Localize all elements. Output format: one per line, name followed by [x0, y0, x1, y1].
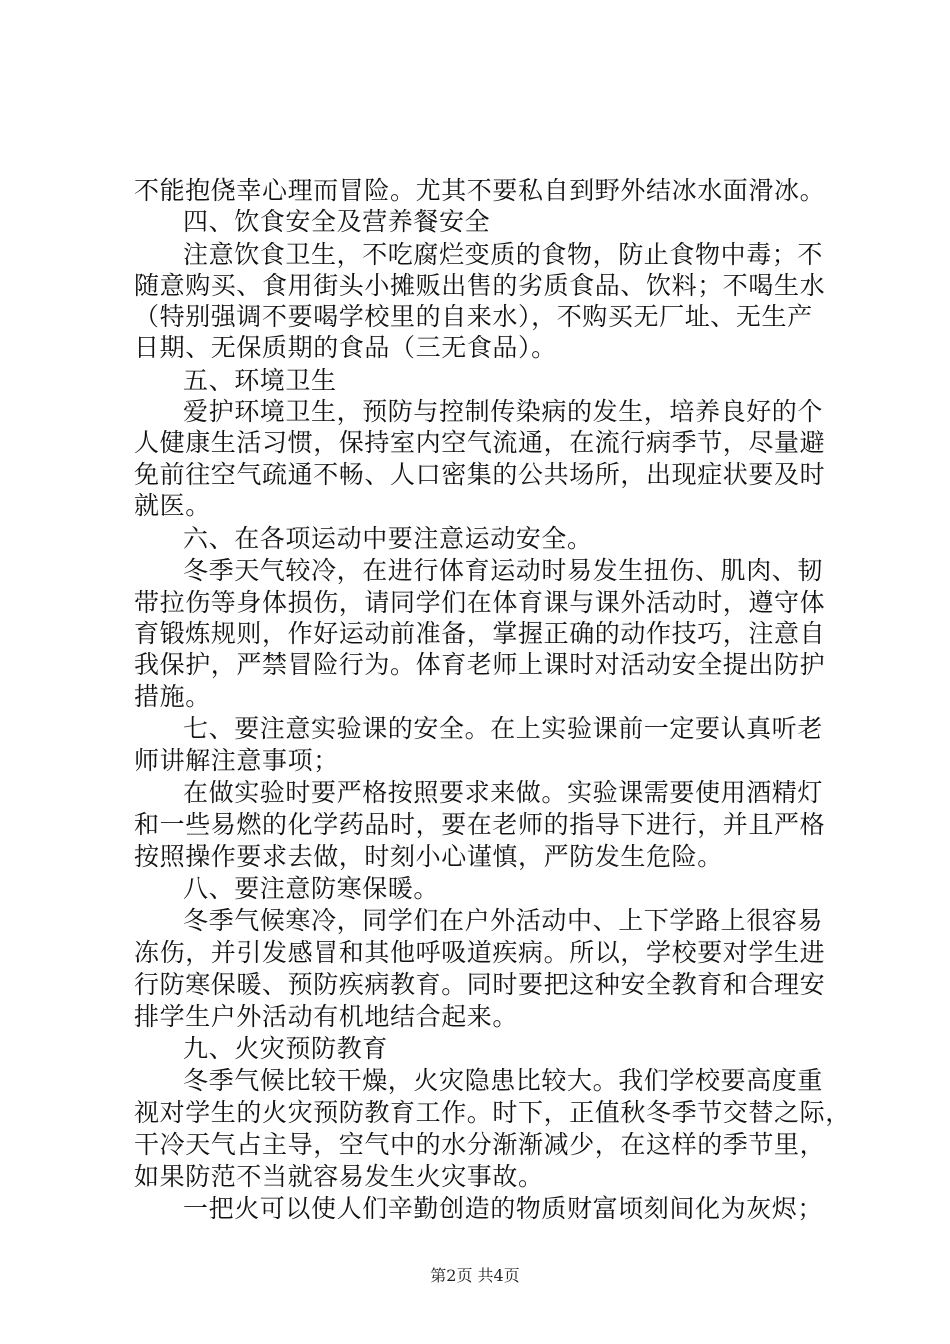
text-line: 在做实验时要严格按照要求来做。实验课需要使用酒精灯 — [183, 778, 824, 807]
text-line: 冬季气候寒冷，同学们在户外活动中、上下学路上很容易 — [183, 906, 824, 935]
text-line: 育锻炼规则，作好运动前准备，掌握正确的动作技巧，注意自 — [134, 619, 826, 648]
text-line: 我保护，严禁冒险行为。体育老师上课时对活动安全提出防护 — [134, 650, 826, 679]
text-line: 干冷天气占主导，空气中的水分渐渐减少，在这样的季节里， — [134, 1130, 826, 1159]
text-line: 带拉伤等身体损伤，请同学们在体育课与课外活动时，遵守体 — [134, 588, 826, 617]
text-line: 免前往空气疏通不畅、人口密集的公共场所，出现症状要及时 — [134, 460, 826, 489]
text-line: 冻伤，并引发感冒和其他呼吸道疾病。所以，学校要对学生进 — [134, 938, 826, 967]
text-line: 视对学生的火灾预防教育工作。时下，正值秋冬季节交替之际， — [134, 1098, 851, 1127]
text-line: 措施。 — [134, 682, 211, 711]
text-line: 排学生户外活动有机地结合起来。 — [134, 1002, 519, 1031]
text-line: 六、在各项运动中要注意运动安全。 — [183, 524, 593, 553]
text-line: 冬季气候比较干燥，火灾隐患比较大。我们学校要高度重 — [183, 1066, 824, 1095]
text-line: （特别强调不要喝学校里的自来水），不购买无厂址、无生产 — [134, 302, 813, 331]
text-line: 日期、无保质期的食品（三无食品）。 — [134, 333, 557, 362]
text-line: 一把火可以使人们辛勤创造的物质财富顷刻间化为灰烬； — [183, 1194, 824, 1223]
text-line: 就医。 — [134, 491, 211, 520]
text-line: 四、饮食安全及营养餐安全 — [183, 207, 491, 236]
text-line: 和一些易燃的化学药品时，要在老师的指导下进行，并且严格 — [134, 810, 826, 839]
text-line: 七、要注意实验课的安全。在上实验课前一定要认真听老 — [183, 714, 824, 743]
text-line: 如果防范不当就容易发生火灾事故。 — [134, 1162, 544, 1191]
text-line: 九、火灾预防教育 — [183, 1034, 388, 1063]
text-line: 爱护环境卫生，预防与控制传染病的发生，培养良好的个 — [183, 397, 824, 426]
text-line: 随意购买、食用街头小摊贩出售的劣质食品、饮料；不喝生水 — [134, 271, 826, 300]
text-line: 不能抱侥幸心理而冒险。尤其不要私自到野外结冰水面滑冰。 — [134, 176, 826, 205]
text-line: 五、环境卫生 — [183, 366, 337, 395]
page-footer: 第2页 共4页 — [430, 1266, 520, 1285]
text-line: 冬季天气较冷，在进行体育运动时易发生扭伤、肌肉、韧 — [183, 556, 824, 585]
text-line: 师讲解注意事项； — [134, 746, 339, 775]
text-line: 人健康生活习惯，保持室内空气流通，在流行病季节，尽量避 — [134, 428, 826, 457]
text-line: 八、要注意防寒保暖。 — [183, 874, 440, 903]
text-line: 按照操作要求去做，时刻小心谨慎，严防发生危险。 — [134, 842, 723, 871]
text-line: 注意饮食卫生，不吃腐烂变质的食物，防止食物中毒；不 — [183, 240, 824, 269]
text-line: 行防寒保暖、预防疾病教育。同时要把这种安全教育和合理安 — [134, 970, 826, 999]
